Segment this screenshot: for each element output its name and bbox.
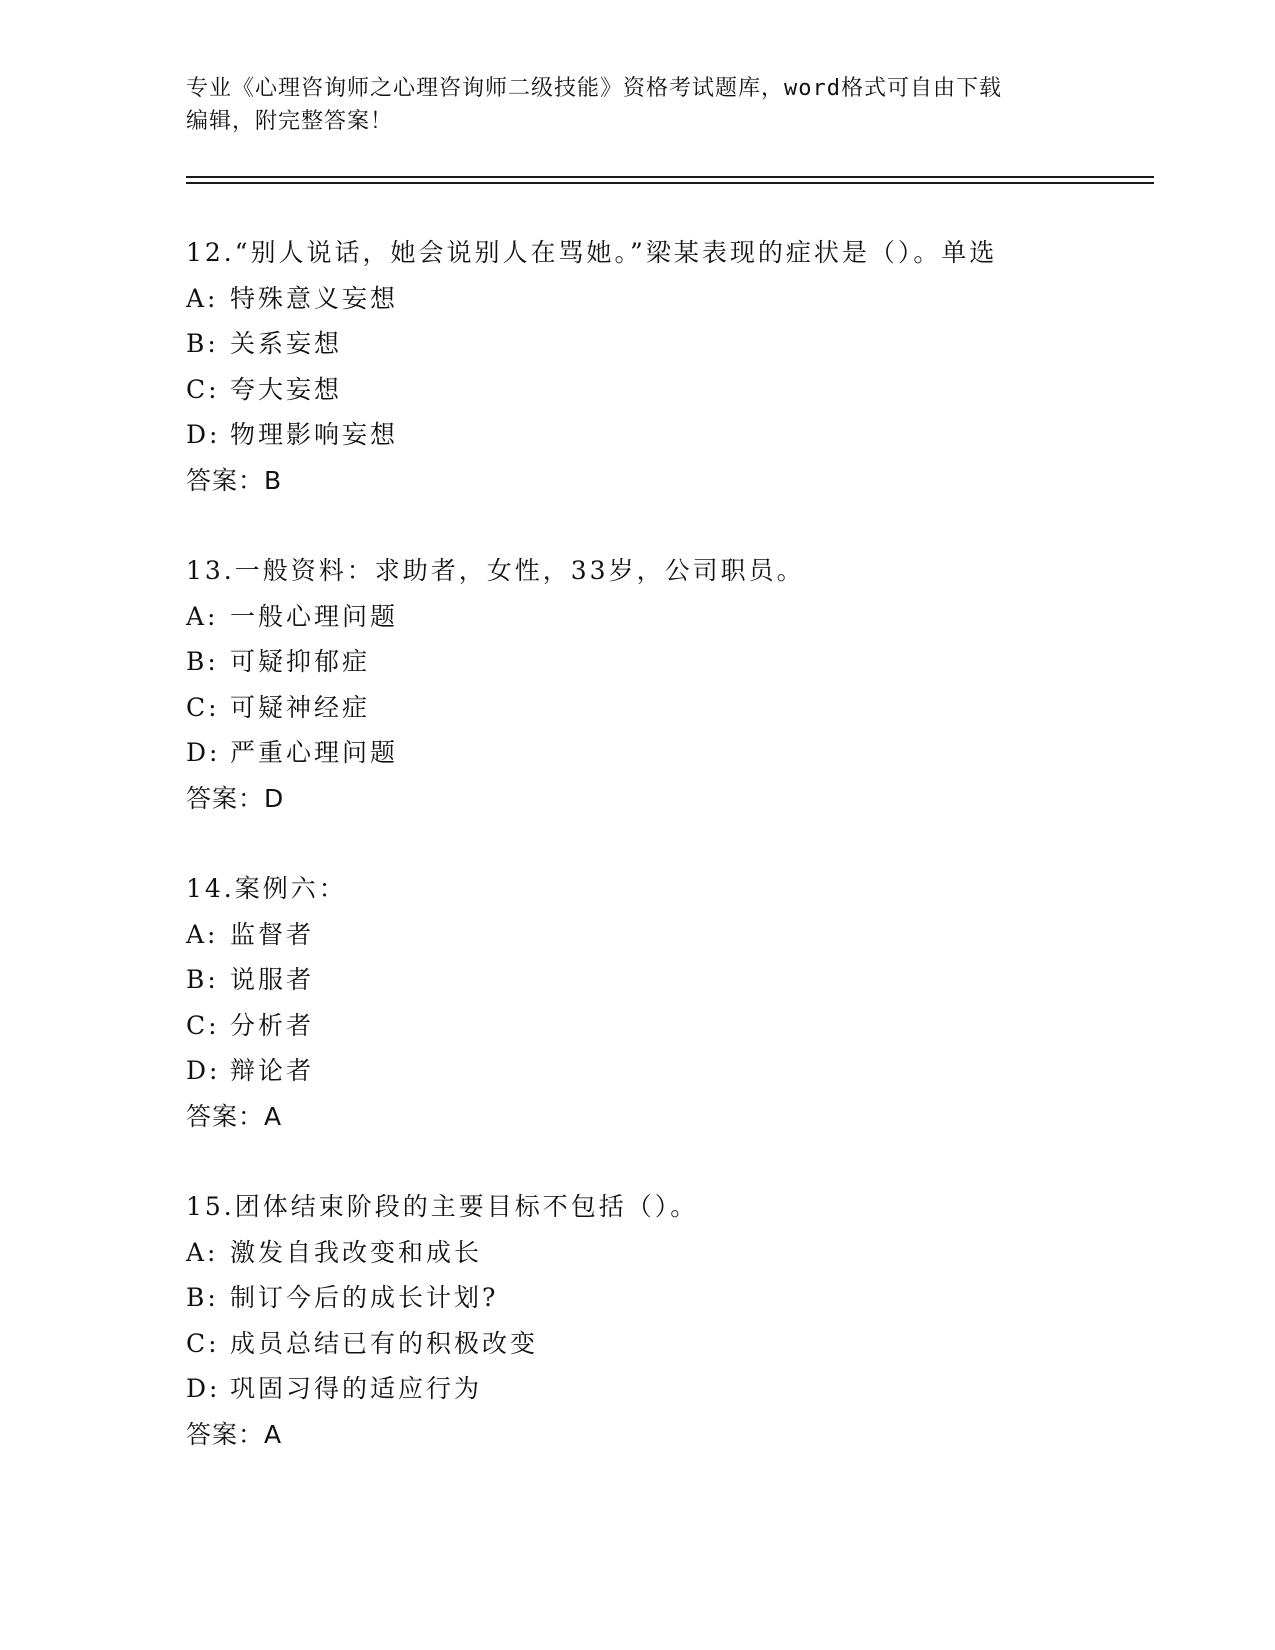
option-d [186, 1048, 1154, 1094]
option-c [186, 367, 1154, 413]
option-d [186, 1366, 1154, 1412]
option-a [186, 594, 1154, 640]
option-d [186, 730, 1154, 776]
header-line-2: 编辑，附完整答案！ [186, 109, 394, 134]
option-c [186, 685, 1154, 731]
option-letter: C: [186, 1010, 220, 1040]
answer-line: 答案：D [186, 783, 285, 813]
option-d [186, 412, 1154, 458]
header-line-1: 专业《心理咨询师之心理咨询师二级技能》资格考试题库，word格式可自由下载 [186, 76, 1002, 101]
option-letter: A: [186, 1237, 219, 1267]
option-b [186, 1275, 1154, 1321]
option-letter: B: [186, 1283, 219, 1312]
option-text: 夸大妄想 [230, 374, 343, 404]
option-c [186, 1321, 1154, 1367]
option-letter: A: [186, 919, 219, 949]
option-b [186, 639, 1154, 685]
option-c [186, 1003, 1154, 1049]
option-letter: B: [186, 965, 219, 994]
option-letter: D: [186, 1374, 221, 1403]
option-text: 可疑抑郁症 [230, 647, 371, 676]
option-text: 特殊意义妄想 [230, 283, 399, 313]
question-block [186, 230, 1154, 503]
question-stem: 12.“别人说话，她会说别人在骂她。”梁某表现的症状是（）。单选 [186, 238, 998, 267]
option-letter: B: [186, 647, 219, 676]
option-b [186, 957, 1154, 1003]
header-divider-top [186, 176, 1154, 178]
option-letter: C: [186, 692, 220, 722]
answer-line: 答案：B [186, 465, 283, 495]
question-block [186, 866, 1154, 1139]
document-header [186, 72, 1066, 138]
option-text: 激发自我改变和成长 [230, 1237, 483, 1267]
option-text: 巩固习得的适应行为 [230, 1374, 483, 1403]
option-letter: A: [186, 283, 219, 313]
option-text: 可疑神经症 [230, 692, 371, 722]
option-text: 制订今后的成长计划? [230, 1283, 499, 1312]
answer-line: 答案：A [186, 1101, 283, 1131]
option-text: 严重心理问题 [230, 738, 399, 767]
option-text: 分析者 [230, 1010, 315, 1040]
option-text: 监督者 [230, 919, 315, 949]
option-letter: D: [186, 420, 221, 449]
option-b [186, 321, 1154, 367]
option-a [186, 276, 1154, 322]
option-letter: C: [186, 374, 220, 404]
option-letter: B: [186, 329, 219, 358]
question-block [186, 1184, 1154, 1457]
header-divider-bottom [186, 182, 1154, 184]
option-text: 辩论者 [230, 1056, 315, 1085]
question-stem: 13.一般资料：求助者，女性，33岁，公司职员。 [186, 556, 805, 585]
option-text: 成员总结已有的积极改变 [230, 1328, 539, 1358]
option-letter: D: [186, 738, 221, 767]
option-text: 关系妄想 [230, 329, 343, 358]
question-stem: 14.案例六： [186, 874, 347, 903]
question-block [186, 548, 1154, 821]
option-text: 物理影响妄想 [230, 420, 399, 449]
option-letter: C: [186, 1328, 220, 1358]
option-letter: D: [186, 1056, 221, 1085]
option-text: 一般心理问题 [230, 601, 399, 631]
option-letter: A: [186, 601, 219, 631]
option-a [186, 1230, 1154, 1276]
question-stem: 15.团体结束阶段的主要目标不包括（）。 [186, 1192, 699, 1221]
option-a [186, 912, 1154, 958]
answer-line: 答案：A [186, 1419, 283, 1449]
option-text: 说服者 [230, 965, 315, 994]
